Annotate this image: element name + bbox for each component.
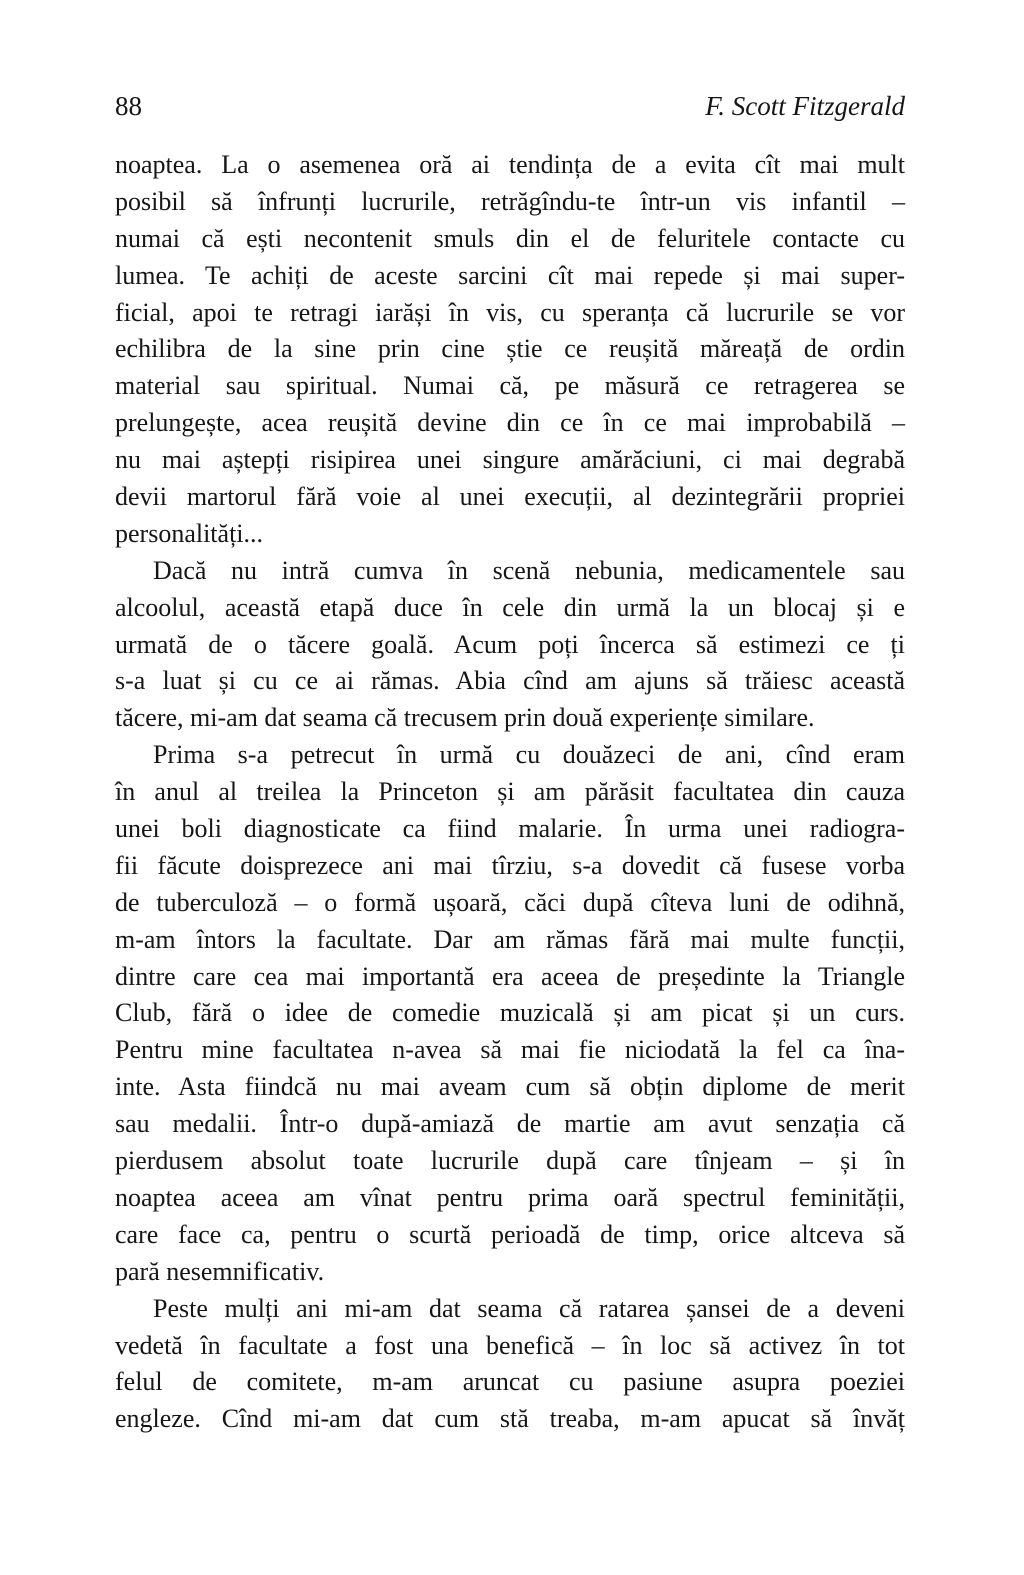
page-number: 88: [115, 91, 142, 121]
text-line: devii martorul fără voie al unei execuții, al dezintegrării propriei: [115, 482, 905, 512]
running-head: F. Scott Fitzgerald: [705, 91, 905, 121]
text-line: lumea. Te achiți de aceste sarcini cît mai repede și mai super-: [115, 260, 905, 290]
text-line: pară nesemnificativ.: [115, 1256, 325, 1286]
text-line: fii făcute doisprezece ani mai tîrziu, s-a dovedit că fusese vorba: [115, 850, 905, 880]
text-line: echilibra de la sine prin cine știe ce reușită măreață de ordin: [115, 334, 905, 364]
page-body: [115, 147, 905, 1438]
text-line: m-am întors la facultate. Dar am rămas fără mai multe funcții,: [115, 924, 905, 954]
text-line: noaptea aceea am vînat pentru prima oară spectrul feminității,: [115, 1182, 905, 1212]
text-line: unei boli diagnosticate ca fiind malarie. În urma unei radiogra-: [115, 814, 905, 844]
text-line: sau medalii. Într-o după-amiază de martie am avut senzația că: [115, 1109, 905, 1139]
text-line: Dacă nu intră cumva în scenă nebunia, medicamentele sau: [153, 555, 905, 585]
text-line: de tuberculoză – o formă ușoară, căci după cîteva luni de odihnă,: [115, 887, 905, 917]
page-header: [115, 90, 905, 122]
text-line: alcoolul, această etapă duce în cele din urmă la un blocaj și e: [115, 592, 905, 622]
text-line: nu mai aștepți risipirea unei singure amărăciuni, ci mai degrabă: [115, 445, 905, 475]
text-line: engleze. Cînd mi-am dat cum stă treaba, m-am apucat să învăț: [115, 1404, 905, 1434]
text-line: care face ca, pentru o scurtă perioadă de timp, orice altceva să: [115, 1219, 905, 1249]
text-line: material sau spiritual. Numai că, pe măsură ce retragerea se: [115, 371, 905, 401]
text-line: inte. Asta fiindcă nu mai aveam cum să obțin diplome de merit: [115, 1072, 905, 1102]
text-line: pierdusem absolut toate lucrurile după care tînjeam – și în: [115, 1146, 905, 1176]
text-line: Prima s-a petrecut în urmă cu douăzeci de ani, cînd eram: [153, 740, 905, 770]
text-line: urmată de o tăcere goală. Acum poți încerca să estimezi ce ți: [115, 629, 905, 659]
text-line: s-a luat și cu ce ai rămas. Abia cînd am ajuns să trăiesc această: [115, 666, 905, 696]
text-line: Club, fără o idee de comedie muzicală și am picat și un curs.: [115, 998, 905, 1028]
text-line: dintre care cea mai importantă era aceea de președinte la Triangle: [115, 961, 905, 991]
text-line: numai că ești necontenit smuls din el de feluritele contacte cu: [115, 223, 905, 253]
text-line: personalități...: [115, 518, 264, 548]
text-line: vedetă în facultate a fost una benefică – în loc să activez în tot: [115, 1330, 905, 1360]
text-line: Pentru mine facultatea n-avea să mai fie niciodată la fel ca îna-: [115, 1035, 905, 1065]
text-line: ficial, apoi te retragi iarăși în vis, cu speranța că lucrurile se vor: [115, 297, 905, 327]
text-line: tăcere, mi-am dat seama că trecusem prin două experiențe similare.: [115, 703, 815, 733]
text-line: prelungește, acea reușită devine din ce în ce mai improbabilă –: [115, 408, 905, 438]
text-line: Peste mulți ani mi-am dat seama că ratarea șansei de a deveni: [153, 1293, 905, 1323]
text-line: în anul al treilea la Princeton și am părăsit facultatea din cauza: [115, 777, 905, 807]
text-line: felul de comitete, m-am aruncat cu pasiune asupra poeziei: [115, 1367, 905, 1397]
text-line: noaptea. La o asemenea oră ai tendința de a evita cît mai mult: [115, 150, 905, 179]
text-line: posibil să înfrunți lucrurile, retrăgîndu-te într-un vis infantil –: [115, 186, 905, 216]
